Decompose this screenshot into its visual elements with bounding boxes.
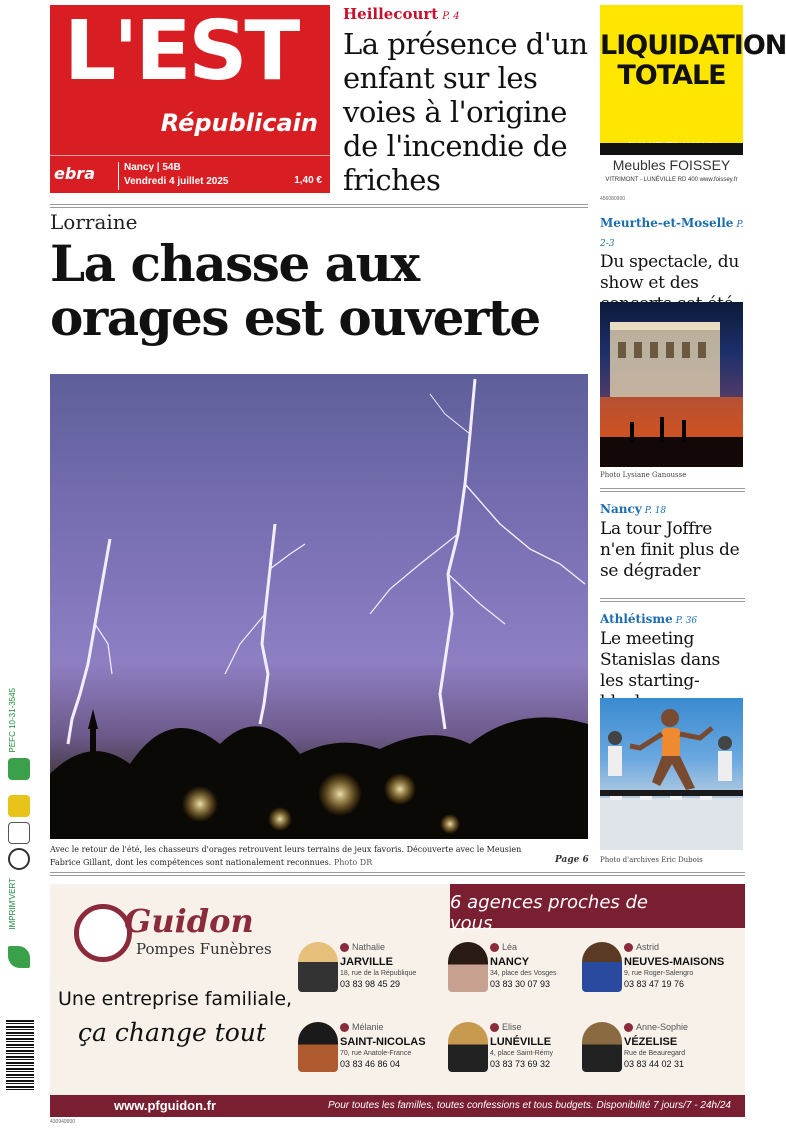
agency-phone: 03 83 30 07 93 [490, 979, 551, 989]
story-kicker: Meurthe-et-Moselle [600, 216, 734, 230]
ad-brand-subtitle: Pompes Funèbres [136, 940, 272, 958]
agency-card[interactable] [298, 1020, 448, 1076]
logo-subtitle: Républicain [160, 109, 318, 137]
agent-name: Nathalie [352, 942, 386, 952]
agency-phone: 03 83 73 69 32 [490, 1059, 551, 1069]
divider [600, 598, 745, 599]
issue-price: 1,40 € [294, 175, 322, 186]
agency-address: 34, place des Vosges [490, 970, 557, 977]
location-icon [624, 1023, 633, 1032]
caption-text: Avec le retour de l'été, les chasseurs d'orages retrouvent leurs terrains de jeux favoris. Découverte avec le Meusien Fabrice Gillant, dont les compétences sont nationalement reconnues. [50, 845, 522, 867]
ad-top-brand: Meubles FOISSEY [612, 157, 731, 173]
ad-slogan: Une entreprise familiale, [58, 988, 293, 1010]
leaf-icon [8, 946, 30, 968]
masthead-info-band [50, 155, 330, 193]
agent-avatar [448, 1022, 488, 1072]
right-story-1[interactable] [600, 212, 745, 315]
ad-footer-band [50, 1095, 745, 1117]
agent-name: Léa [502, 942, 518, 952]
agency-city: SAINT-NICOLAS [340, 1036, 426, 1048]
story-title[interactable]: La tour Joffre n'en finit plus de se dégrader [600, 519, 740, 581]
ad-slogan-script: ça change tout [78, 1018, 266, 1047]
athletics-illustration [600, 698, 743, 850]
advertisement-top[interactable] [600, 5, 786, 193]
agent-avatar [298, 942, 338, 992]
concert-photo[interactable] [600, 302, 743, 467]
story-page: P. 18 [644, 506, 667, 516]
agency-phone: 03 83 46 86 04 [340, 1059, 401, 1069]
right-story-2[interactable] [600, 498, 745, 582]
lightning-illustration [50, 374, 588, 839]
edition-info [124, 161, 229, 189]
agency-city: JARVILLE [340, 956, 393, 968]
ad-top-title: LIQUIDATION TOTALE [600, 30, 786, 91]
agency-card[interactable] [582, 1020, 732, 1076]
photo-credit: Photo d'archives Eric Dubois [600, 856, 703, 864]
agency-address: 18, rue de la République [340, 970, 417, 977]
agency-phone: 03 83 44 02 31 [624, 1059, 685, 1069]
agency-city: NANCY [490, 956, 530, 968]
divider [50, 204, 588, 205]
concert-illustration [600, 302, 743, 467]
ad-header-band [450, 884, 745, 934]
divider [600, 601, 745, 602]
story-kicker: Athlétisme [600, 612, 673, 626]
barcode [6, 1020, 34, 1090]
agent-avatar [298, 1022, 338, 1072]
agent-name: Astrid [636, 942, 660, 952]
story-kicker: Nancy [600, 502, 642, 516]
ad-top-lower-panel [600, 143, 743, 193]
advertisement-bottom[interactable] [50, 884, 745, 1117]
ad-code: 430949900 [50, 1119, 76, 1125]
agency-card[interactable] [582, 940, 732, 996]
agent-name: Mélanie [352, 1022, 384, 1032]
agency-phone: 03 83 47 19 76 [624, 979, 685, 989]
agency-city: NEUVES-MAISONS [624, 956, 725, 968]
pefc-icon [8, 758, 30, 780]
imprim-vert-label: IMPRIM'VERT [8, 878, 17, 930]
athletics-photo[interactable] [600, 698, 743, 850]
main-photo-caption [50, 843, 550, 869]
top-story[interactable] [343, 4, 593, 197]
agency-city: VÉZELISE [624, 1036, 678, 1048]
agency-phone: 03 83 98 45 29 [340, 979, 401, 989]
pefc-label: PEFC 10-31-3545 [8, 688, 17, 753]
group-logo: ebra [54, 164, 95, 183]
agent-avatar [582, 1022, 622, 1072]
lightning-photo[interactable] [50, 374, 588, 839]
logo-text: L'EST [64, 4, 298, 99]
divider [50, 872, 745, 873]
agent-avatar [448, 942, 488, 992]
agency-address: 4, place Saint-Rémy [490, 1050, 554, 1057]
story-page: P. 2-3 [600, 220, 744, 249]
divider [50, 875, 745, 876]
location-icon [490, 1023, 499, 1032]
agency-city: LUNÉVILLE [490, 1036, 552, 1048]
info-icon [8, 822, 30, 844]
story-page: P. 36 [675, 616, 698, 626]
top-story-kicker: Heillecourt [343, 5, 439, 23]
main-story-page: Page 6 [555, 855, 589, 865]
photo-credit: Photo Lysiane Ganousse [600, 471, 687, 479]
location-icon [340, 1023, 349, 1032]
story-title[interactable]: Du spectacle, du show et des [600, 252, 739, 293]
agency-card[interactable] [448, 1020, 598, 1076]
recycle-icon [8, 795, 30, 817]
agent-name: Elise [502, 1022, 522, 1032]
issue-date: Vendredi 4 juillet 2025 [124, 176, 229, 187]
main-story-title[interactable]: La chasse aux orages est ouverte [50, 234, 540, 347]
divider [600, 488, 745, 489]
top-story-title[interactable]: La présence d'un enfant sur les voies à l'origine de l'incendie de friches [343, 27, 588, 197]
edition-label: Nancy | 54B [124, 162, 181, 173]
agent-avatar [582, 942, 622, 992]
ad-top-address: VITRIMONT - LUNÉVILLE RD 400 www.foissey.fr [605, 177, 738, 183]
triman-icon [8, 848, 30, 870]
ad-footer-text: Pour toutes les familles, toutes confessions et tous budgets. Disponibilité 7 jours/7 - 24h/24 [327, 1100, 731, 1111]
ad-url-link[interactable]: www.pfguidon.fr [114, 1098, 217, 1113]
caption-credit: Photo DR [333, 858, 373, 867]
location-icon [490, 943, 499, 952]
location-icon [624, 943, 633, 952]
agency-address: 9, rue Roger-Salengro [624, 970, 694, 977]
agency-address: 70, rue Anatole-France [340, 1050, 412, 1057]
agency-card[interactable] [298, 940, 448, 996]
location-icon [340, 943, 349, 952]
divider [50, 207, 588, 208]
agency-address: Rue de Beauregard [624, 1050, 686, 1057]
ad-code: 456080900 [600, 196, 626, 202]
story-title[interactable]: Le meeting Stanislas dans les starting- [600, 629, 720, 691]
divider [600, 491, 745, 492]
masthead-logo [50, 5, 330, 193]
agency-card[interactable] [448, 940, 598, 996]
divider [118, 162, 119, 190]
agent-name: Anne-Sophie [636, 1022, 689, 1032]
ad-headline: 6 agences proches de vous [450, 892, 648, 934]
top-story-page: P. 4 [442, 11, 460, 22]
main-story-kicker: Lorraine [50, 210, 138, 234]
ad-brand: Guidon [124, 902, 254, 940]
